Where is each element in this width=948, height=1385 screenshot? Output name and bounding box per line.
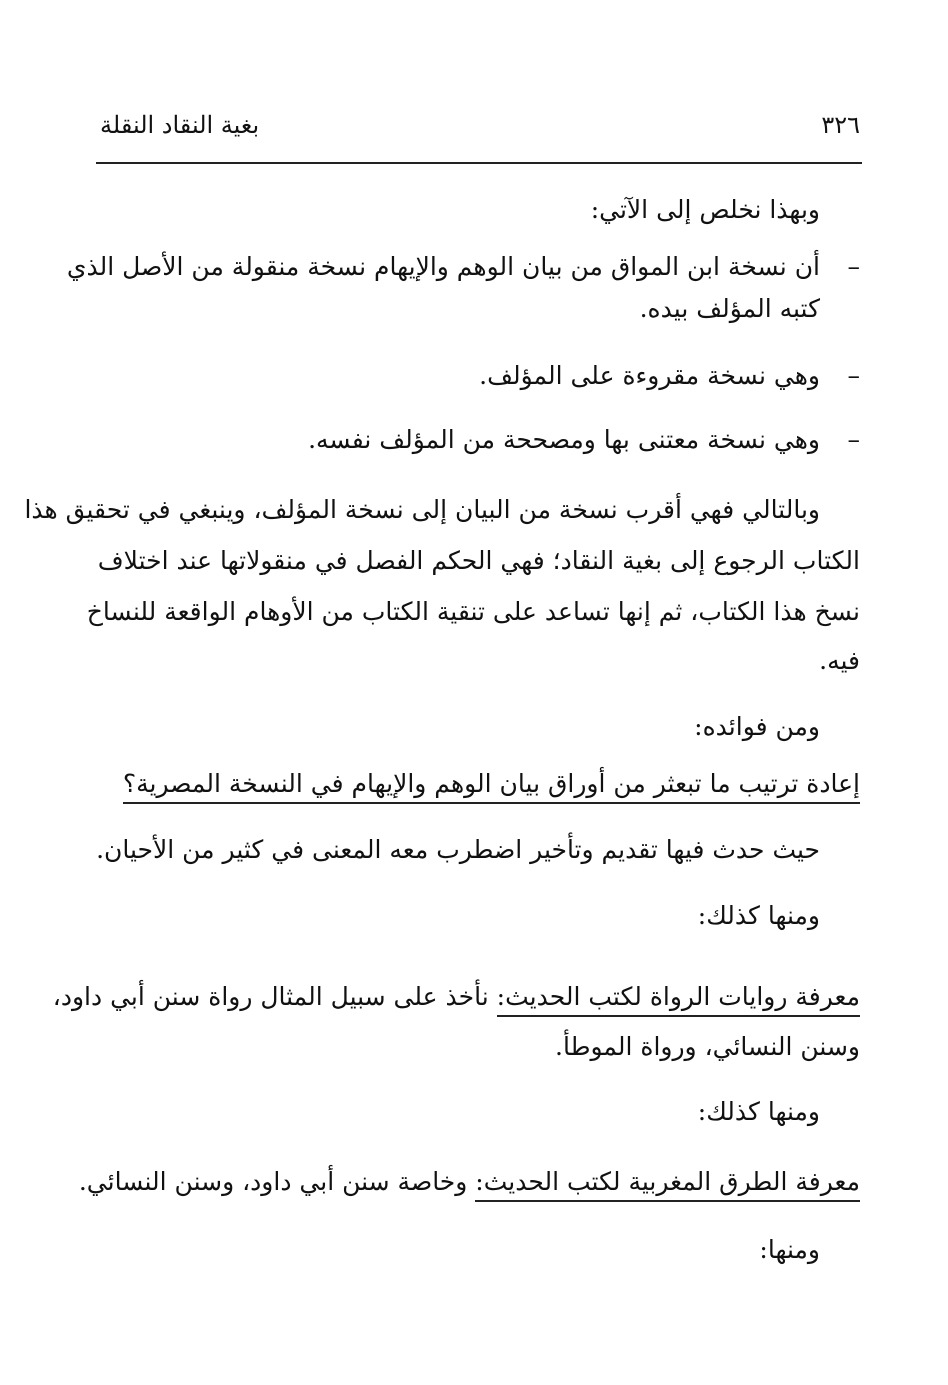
benefit-1-text: حيث حدث فيها تقديم وتأخير اضطرب معه المعنى في كثير من الأحيان. xyxy=(96,835,820,864)
bullet-marker: – xyxy=(847,361,860,390)
bullet-marker: – xyxy=(847,252,860,281)
page-header xyxy=(100,105,860,145)
paragraph-line-2: الكتاب الرجوع إلى بغية النقاد؛ فهي الحكم الفصل في منقولاتها عند اختلاف xyxy=(97,546,860,575)
benefit-3-text: وخاصة سنن أبي داود، وسنن النسائي. xyxy=(78,1167,468,1196)
bullet-1-line-2: كتبه المؤلف بيده. xyxy=(639,294,820,323)
bullet-3 xyxy=(98,416,860,464)
bullet-2 xyxy=(98,352,860,400)
page-number: ٣٢٦ xyxy=(821,111,860,139)
also-2: ومنها كذلك: xyxy=(697,1097,820,1126)
bullet-2-text: وهي نسخة مقروءة على المؤلف. xyxy=(479,361,820,390)
benefit-2-line-2: وسنن النسائي، ورواة الموطأ. xyxy=(555,1032,860,1061)
benefit-1-heading: إعادة ترتيب ما تبعثر من أوراق بيان الوهم والإيهام في النسخة المصرية؟ xyxy=(123,769,860,804)
benefits-intro: ومن فوائده: xyxy=(694,712,820,741)
benefit-2-line-1 xyxy=(52,973,860,1021)
paragraph-line-1: وبالتالي فهي أقرب نسخة من البيان إلى نسخة المؤلف، وينبغي في تحقيق هذا xyxy=(24,495,820,524)
benefit-2-text-1: نأخذ على سبيل المثال رواة سنن أبي داود، xyxy=(52,982,489,1011)
bullet-1-line-1 xyxy=(66,243,860,291)
bullet-1-text: أن نسخة ابن المواق من بيان الوهم والإيهام نسخة منقولة من الأصل الذي xyxy=(66,252,820,281)
intro-line: وبهذا نخلص إلى الآتي: xyxy=(590,195,820,224)
benefit-1-heading-line xyxy=(98,760,860,808)
header-rule xyxy=(96,162,862,164)
benefit-2-heading: معرفة روايات الرواة لكتب الحديث: xyxy=(497,982,860,1017)
also-3: ومنها: xyxy=(759,1235,820,1264)
paragraph-line-4: فيه. xyxy=(819,646,860,675)
bullet-3-text: وهي نسخة معتنى بها ومصححة من المؤلف نفسه. xyxy=(308,425,820,454)
also-1: ومنها كذلك: xyxy=(697,901,820,930)
running-title: بغية النقاد النقلة xyxy=(100,111,260,139)
benefit-3-heading: معرفة الطرق المغربية لكتب الحديث: xyxy=(475,1167,860,1202)
benefit-3-line xyxy=(78,1158,860,1206)
paragraph-line-3: نسخ هذا الكتاب، ثم إنها تساعد على تنقية الكتاب من الأوهام الواقعة للنساخ xyxy=(86,597,860,626)
bullet-marker: – xyxy=(847,425,860,454)
